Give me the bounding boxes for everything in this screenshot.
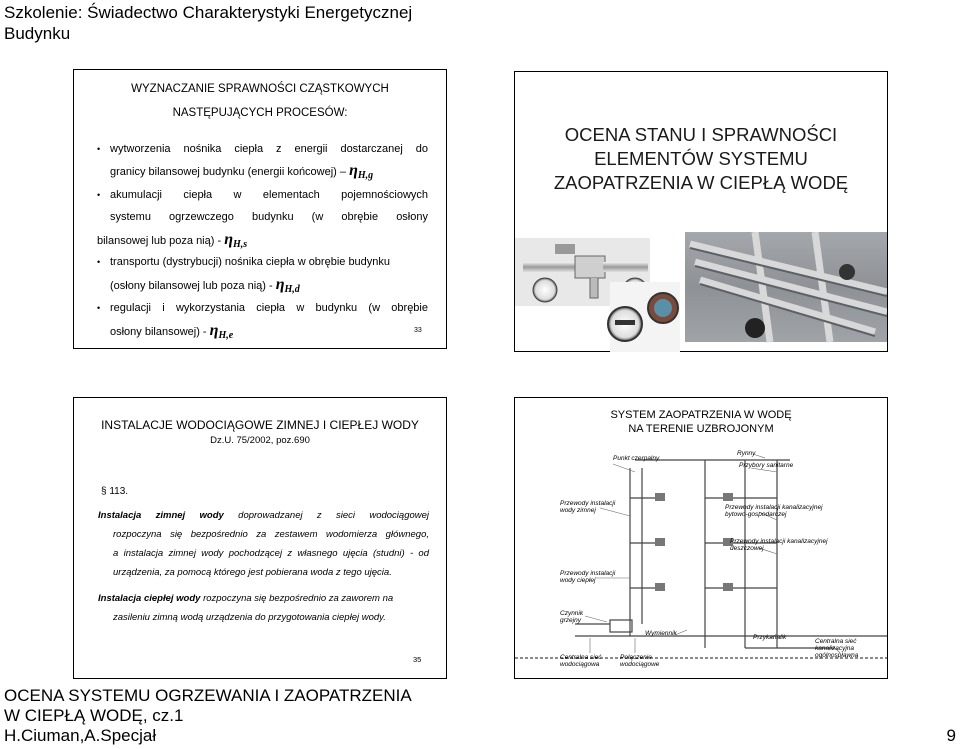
label-instalacja-cieplej: Przewody instalacji wody ciepłej [560,570,616,584]
slide36-title-line1: SYSTEM ZAOPATRZENIA W WODĘ [610,409,792,421]
slide35-subtitle: Dz.U. 75/2002, poz.690 [210,435,310,446]
label-punkt-czerpalny: Punkt czerpalny [613,455,660,462]
slide33-bullet1-line1: • wytworzenia nośnika ciepła z energii dostarczanej do [110,138,428,160]
slide35-p1-line2: rozpoczyna się bezpośrednio za zestawem wodomierza głównego, [113,529,429,540]
slide35-p1-line3: a instalacja zimnej wody pochodzącej z własnego ujęcia (studni) - od [113,548,429,559]
slide35-p1-line1: Instalacja zimnej wody doprowadzanej z sieci wodociągowej [98,510,430,521]
slide-33 [73,69,447,349]
slide33-bullet2-line3: bilansowej lub poza nią) - ηH,s [97,231,248,250]
slide34-title-line3: ZAOPATRZENIA W CIEPŁĄ WODĘ [553,172,849,193]
slide34-title-line1: OCENA STANU I SPRAWNOŚCI [564,124,838,145]
slide-34 [514,71,888,352]
document-header [4,2,424,44]
label-kanalizacja-bytowa: Przewody instalacji kanalizacyjnej bytowo-gospodarczej [725,504,823,518]
label-instalacja-zimnej: Przewody instalacji wody zimnej [560,500,616,514]
label-siec-wodociagowa: Centralna sieć wodociągowa [560,654,602,668]
header-title-line2: Budynku [4,24,71,43]
slide33-page-number: 33 [414,327,422,334]
slide35-title: INSTALACJE WODOCIĄGOWE ZIMNEJ I CIEPŁEJ WODY [101,418,419,432]
slide-35 [73,397,447,679]
slide36-title-line2: NA TERENIE UZBROJONYM [628,423,774,435]
slide35-p1-line4: urządzenia, za pomocą którego jest pobierana woda z tego ujęcia. [113,567,392,578]
bullet-icon: • [97,144,101,154]
footer-line2: W CIEPŁĄ WODĘ, cz.1 [4,706,184,725]
bullet-icon: • [97,303,101,313]
bullet-icon: • [97,190,101,200]
label-polaczenie-wodociagowe: Połączenie wodociągowe [620,654,660,668]
slide35-p2-line2: zasileniu zimną wodą urządzenia do przygotowania ciepłej wody. [113,612,386,623]
slide33-title-line2: NASTĘPUJĄCYCH PROCESÓW: [172,107,348,119]
label-siec-kanalizacyjna: Centralna sieć kanalizacyjna ogólnospławna [815,638,859,659]
slide35-page-number: 35 [413,655,422,664]
slide35-section-mark: § 113. [101,486,129,497]
footer-line3: H.Ciuman,A.Specjał [4,726,157,745]
label-kanalizacja-deszczowa: Przewody instalacji kanalizacyjnej deszczowej [730,538,828,552]
slide33-bullet3-line2: (osłony bilansowej lub poza nią) - ηH,d [110,276,300,295]
label-rynny: Rynny [737,450,756,457]
slide33-bullet4-line2: osłony bilansowej) - ηH,e [110,322,234,341]
slide33-bullet2-line1: • akumulacji ciepła w elementach pojemnościowych [110,184,428,206]
label-czynnik-grzejny: Czynnik grzejny [560,610,584,624]
slide33-bullet4-line1: • regulacji i wykorzystania ciepła w budynku (w obrębie [110,297,428,319]
slide33-bullet2-line2: systemu ogrzewczego budynku (w obrębie osłony [110,211,428,223]
label-wymiennik: Wymiennik [645,630,677,637]
footer-line1: OCENA SYSTEMU OGRZEWANIA I ZAOPATRZENIA [4,686,412,705]
bullet-icon: • [97,257,101,267]
label-przykanalik: Przykanalik [753,634,787,641]
slide33-bullet1-line2: granicy bilansowej budynku (energii końcowej) – ηH,g [110,162,374,181]
page-number: 9 [946,726,956,745]
water-meters-photo [515,232,887,352]
slide33-bullet3-line1: • transportu (dystrybucji) nośnika ciepła w obrębie budynku [110,251,428,273]
water-supply-diagram [515,398,887,678]
label-przybory-sanitarne: Przybory sanitarne [739,462,794,469]
slide34-title-line2: ELEMENTÓW SYSTEMU [594,148,808,169]
slide-36 [514,397,888,679]
slide35-p2-line1: Instalacja ciepłej wody rozpoczyna się bezpośrednio za zaworem na [98,593,394,604]
slide33-title-line1: WYZNACZANIE SPRAWNOŚCI CZĄSTKOWYCH [131,83,389,95]
header-title-line1: Szkolenie: Świadectwo Charakterystyki Energetycznej [4,3,413,22]
